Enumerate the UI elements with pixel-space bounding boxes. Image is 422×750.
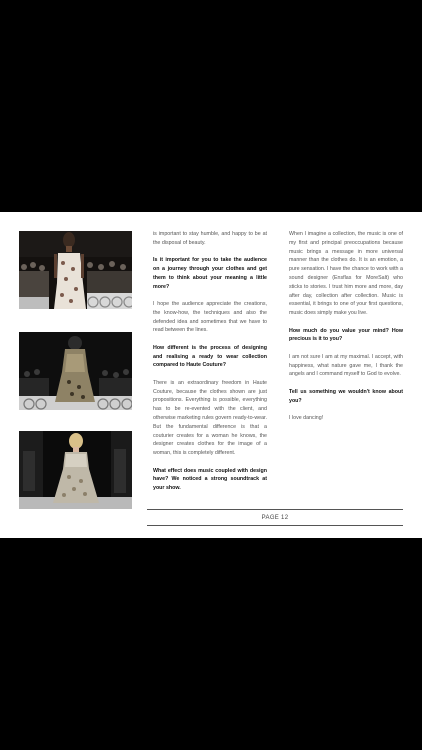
runway-photo-2 <box>19 332 132 410</box>
interview-answer: When I imagine a collection, the music is one of my first and principal preoccupations because music brings a message in more universal manner than the clothes do. It is an emotion, a pure sensation. I have the chance to work with a sound designer (Ensflas for MoreSalt) who sticks to stories. I trust him more and more, day after day, collection after collection. Music is essential, it brings to one of your first questions, music does simply make you live. <box>289 231 403 317</box>
interview-question: What effect does music coupled with design have? We noticed a strong soundtrack at your show. <box>153 467 267 492</box>
interview-answer: There is an extraordinary freedom in Haute Couture, because the clothes shown are just propositions. Everything is possible, everything has to be re-evented with the client, and otherwise marketing rules govern ready-to-wear. But the fundamental difference is that a couturier creates for a woman he knows, the designer creates clothes for the image of a woman, this is completely different. <box>153 379 267 457</box>
page-number: PAGE 12 <box>261 515 289 521</box>
interview-answer: I love dancing! <box>289 414 324 421</box>
interview-question: Tell us something we wouldn't know about you? <box>289 388 403 404</box>
runway-photo-1 <box>19 231 132 309</box>
interview-question: How different is the process of designing and realising a ready to wear collection compared to Haute Couture? <box>153 344 267 369</box>
interview-answer: I hope the audience appreciate the creations, the know-how, the techniques and also the defended idea and sometimes that we have to read between the lines. <box>153 300 267 334</box>
text-column-1 <box>153 230 267 501</box>
interview-answer: I am not sure I am at my maximal. I accept, with happiness, what nature gave me, I thank the angels and I command myself to God to evolve. <box>289 353 403 378</box>
magazine-page <box>0 212 422 538</box>
interview-answer: is important to stay humble, and happy to be at the disposal of beauty. <box>153 231 267 246</box>
footer-rule-top <box>147 509 403 510</box>
interview-question: How much do you value your mind? How precious is it to you? <box>289 327 403 343</box>
runway-photo-3 <box>19 431 132 509</box>
text-column-2 <box>289 230 403 431</box>
interview-question: Is it important for you to take the audience on a journey through your clothes and get them to think about your meaning a little more? <box>153 257 267 290</box>
footer-rule-bottom <box>147 525 403 526</box>
